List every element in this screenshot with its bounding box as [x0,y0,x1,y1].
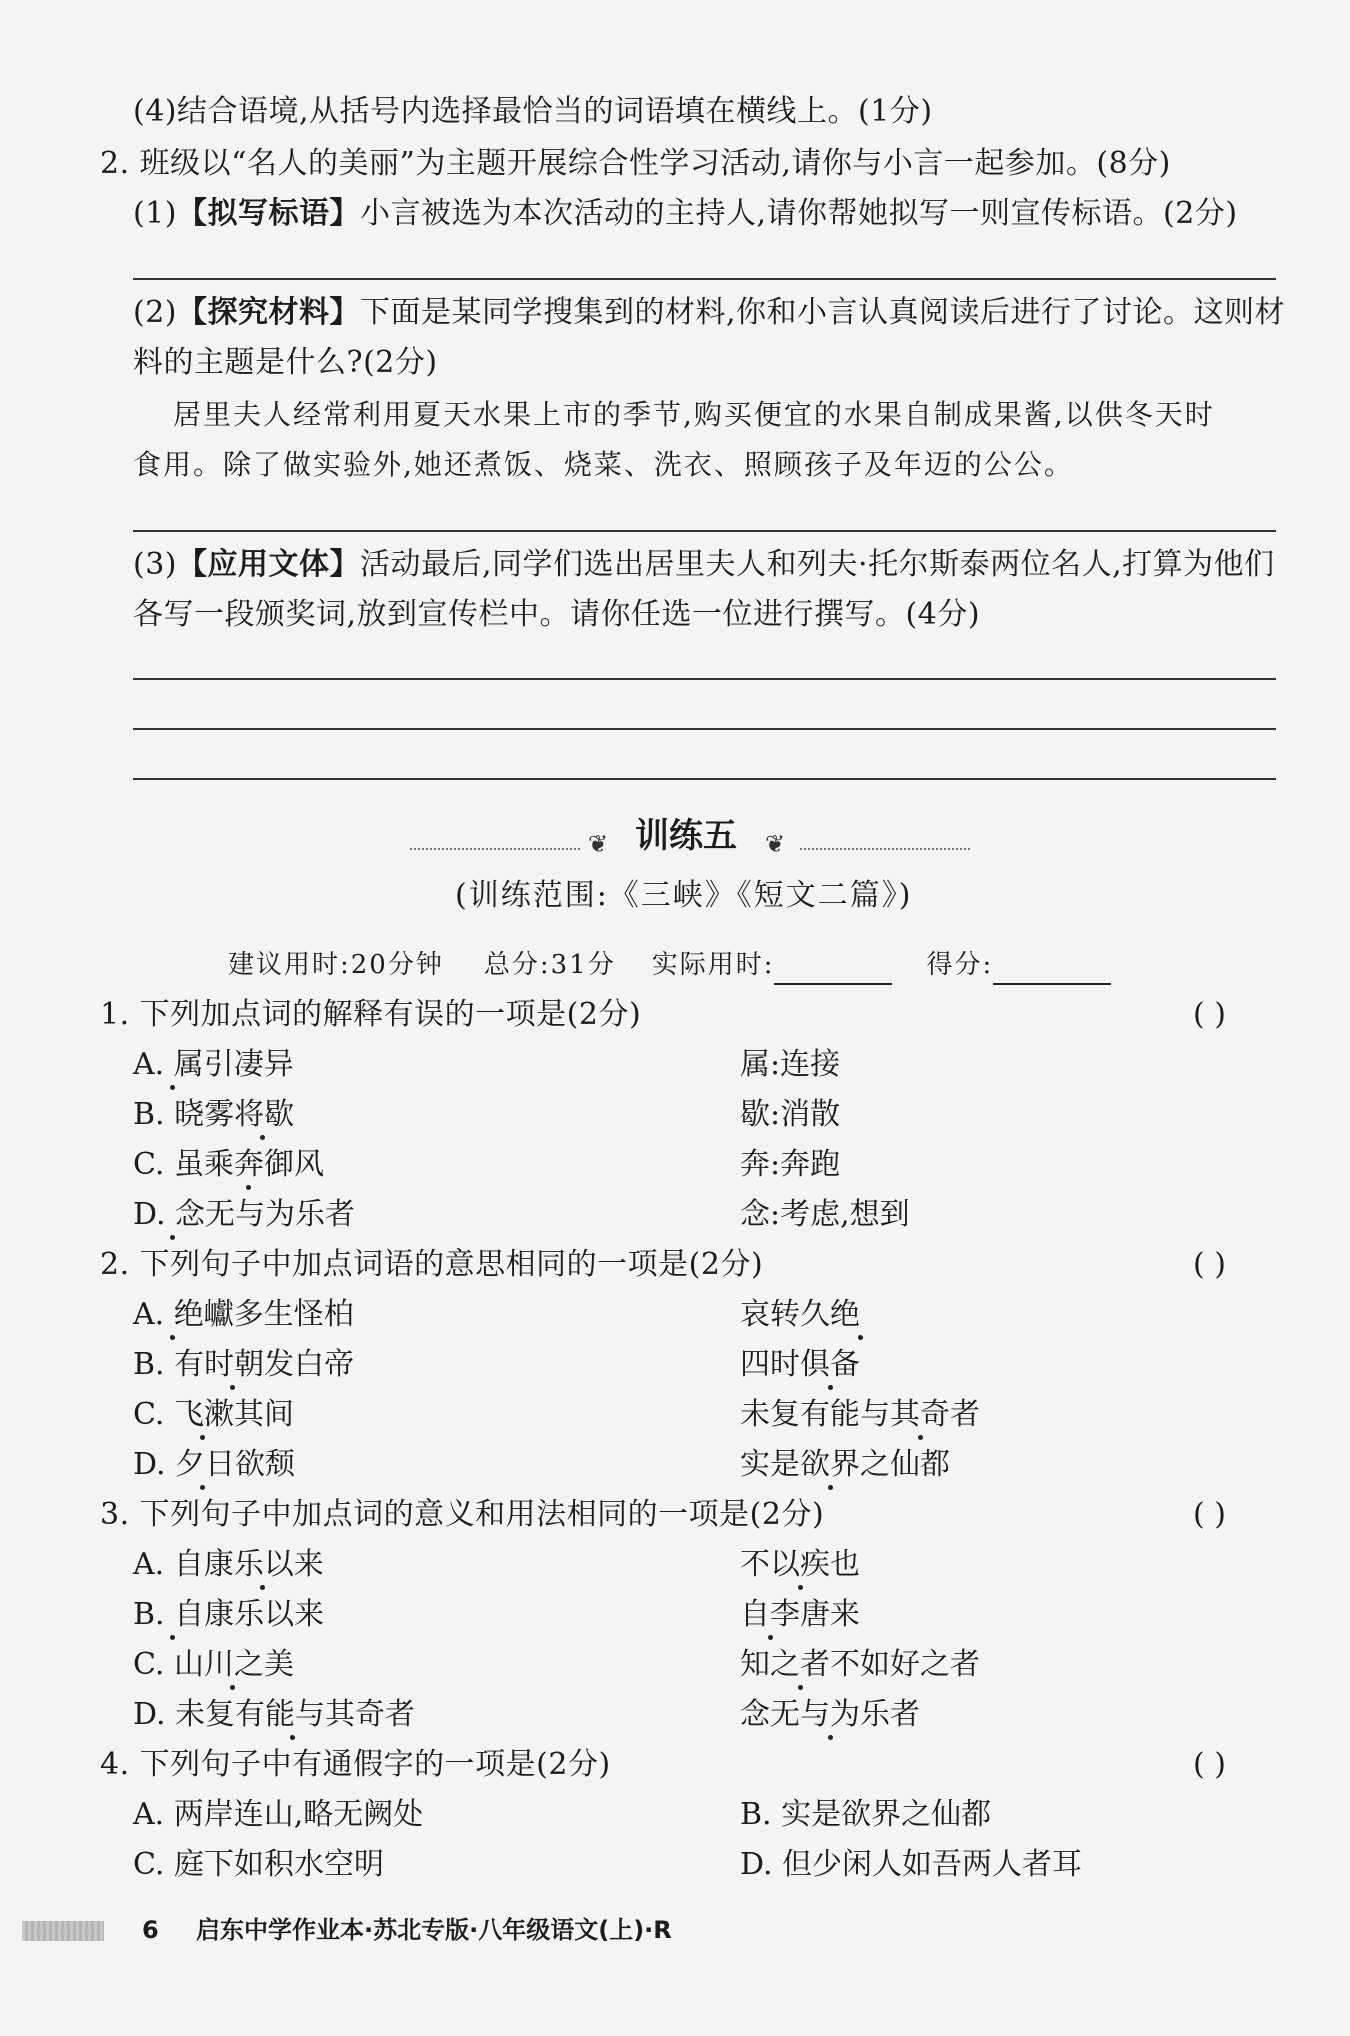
q3-option-c-compare: 知之者不如好之者 [740,1647,980,1682]
q3-option-a-compare: 不以疾也 [740,1547,860,1582]
q3-option-d: D. 未复有能与其奇者 [133,1697,416,1732]
emphasis-dot [170,1335,175,1340]
question-4-answer-box[interactable]: ( ) [1193,1747,1226,1782]
emphasis-dot [798,1585,803,1590]
material-text-b: 食用。除了做实验外,她还煮饭、烧菜、洗衣、照顾孩子及年迈的公公。 [133,448,1074,481]
emphasis-dot [200,1435,205,1440]
training-title-banner [410,806,970,866]
leaf-left-icon: ❦ [588,830,609,858]
q4-option-d: D. 但少闲人如吾两人者耳 [740,1847,1083,1882]
emphasis-dot [230,1685,235,1690]
q2-option-d: D. 夕日欲颓 [133,1447,296,1482]
time-info-row [228,945,1111,985]
q3-option-a: A. 自康乐以来 [133,1547,324,1582]
page-number: 6 [142,1916,159,1944]
q1-option-c-gloss: 奔:奔跑 [740,1147,841,1182]
sub3-text-a: 活动最后,同学们选出居里夫人和列夫·托尔斯泰两位名人,打算为他们 [360,547,1275,582]
sub1-tag: 【拟写标语】 [177,196,360,231]
emphasis-dot [828,1735,833,1740]
training-range: (训练范围:《三峡》《短文二篇》) [455,878,913,913]
q1-option-d-gloss: 念:考虑,想到 [740,1197,910,1232]
q3-option-c: C. 山川之美 [133,1647,294,1682]
title-left-rule [410,848,580,850]
emphasis-dot [260,1135,265,1140]
q3-option-b-compare: 自李唐来 [740,1597,860,1632]
q2-option-c-compare: 未复有能与其奇者 [740,1397,980,1432]
sub3-tag: 【应用文体】 [177,547,360,582]
emphasis-dot [200,1485,205,1490]
question-4-line: (4)结合语境,从括号内选择最恰当的词语填在横线上。(1分) [133,94,933,129]
q1-option-b: B. 晓雾将歇 [133,1097,295,1132]
answer-line-3c[interactable] [133,778,1276,780]
q3-option-b: B. 自康乐以来 [133,1597,325,1632]
question-3-stem: 3. 下列句子中加点词的意义和用法相同的一项是(2分) [100,1497,825,1532]
q1-option-a: A. 属引凄异 [133,1047,294,1082]
question-2-line: 2. 班级以“名人的美丽”为主题开展综合性学习活动,请你与小言一起参加。(8分) [100,146,1171,181]
emphasis-dot [858,1335,863,1340]
question-2-answer-box[interactable]: ( ) [1193,1247,1226,1282]
subquestion-2 [133,293,1285,333]
emphasis-dot [230,1385,235,1390]
emphasis-dot [828,1385,833,1390]
emphasis-dot [260,1585,265,1590]
emphasis-dot [768,1635,773,1640]
q2-option-a-compare: 哀转久绝 [740,1297,860,1332]
leaf-right-icon: ❦ [765,830,786,858]
subquestion-1 [133,194,1238,234]
title-right-rule [800,848,970,850]
answer-line-2[interactable] [133,530,1276,532]
sub2-text-b: 料的主题是什么?(2分) [133,345,438,380]
question-4-stem: 4. 下列句子中有通假字的一项是(2分) [100,1747,611,1782]
q4-option-b: B. 实是欲界之仙都 [740,1797,992,1832]
book-title: 启东中学作业本·苏北专版·八年级语文(上)·R [196,1916,672,1944]
material-text-a: 居里夫人经常利用夏天水果上市的季节,购买便宜的水果自制成果酱,以供冬天时 [173,398,1215,431]
subquestion-3 [133,545,1275,585]
emphasis-dot [170,1085,175,1090]
q2-option-c: C. 飞漱其间 [133,1397,294,1432]
answer-line-1[interactable] [133,278,1276,280]
q1-option-a-gloss: 属:连接 [740,1047,841,1082]
emphasis-dot [170,1635,175,1640]
q1-option-d: D. 念无与为乐者 [133,1197,356,1232]
sub3-prefix: (3) [133,547,177,582]
emphasis-dot [290,1735,295,1740]
suggested-time: 建议用时:20分钟 [228,950,444,980]
q2-option-d-compare: 实是欲界之仙都 [740,1447,950,1482]
sub2-prefix: (2) [133,295,177,330]
q2-option-b: B. 有时朝发白帝 [133,1347,355,1382]
actual-time-label: 实际用时: [651,950,775,980]
footer-gray-bar [22,1921,104,1941]
emphasis-dot [170,1235,175,1240]
question-1-answer-box[interactable]: ( ) [1193,997,1226,1032]
emphasis-dot [246,1185,251,1190]
score-blank[interactable] [993,953,1111,985]
question-1-stem: 1. 下列加点词的解释有误的一项是(2分) [100,997,642,1032]
sub1-prefix: (1) [133,196,177,231]
q2-option-a: A. 绝巘多生怪柏 [133,1297,354,1332]
answer-line-3a[interactable] [133,678,1276,680]
sub2-tag: 【探究材料】 [177,295,360,330]
actual-time-blank[interactable] [774,953,892,985]
total-score: 总分:31分 [483,950,616,980]
question-2-stem: 2. 下列句子中加点词语的意思相同的一项是(2分) [100,1247,764,1282]
sub2-text-a: 下面是某同学搜集到的材料,你和小言认真阅读后进行了讨论。这则材 [360,295,1286,330]
q1-option-b-gloss: 歇:消散 [740,1097,841,1132]
emphasis-dot [798,1685,803,1690]
sub1-text: 小言被选为本次活动的主持人,请你帮她拟写一则宣传标语。(2分) [360,196,1238,231]
q4-option-a: A. 两岸连山,略无阙处 [133,1797,424,1832]
q1-option-c: C. 虽乘奔御风 [133,1147,324,1182]
score-label: 得分: [926,950,994,980]
training-title: 训练五 [635,816,737,856]
q3-option-d-compare: 念无与为乐者 [740,1697,920,1732]
q4-option-c: C. 庭下如积水空明 [133,1847,384,1882]
question-3-answer-box[interactable]: ( ) [1193,1497,1226,1532]
sub3-text-b: 各写一段颁奖词,放到宣传栏中。请你任选一位进行撰写。(4分) [133,597,981,632]
emphasis-dot [918,1435,923,1440]
answer-line-3b[interactable] [133,728,1276,730]
emphasis-dot [828,1485,833,1490]
q2-option-b-compare: 四时俱备 [740,1347,860,1382]
